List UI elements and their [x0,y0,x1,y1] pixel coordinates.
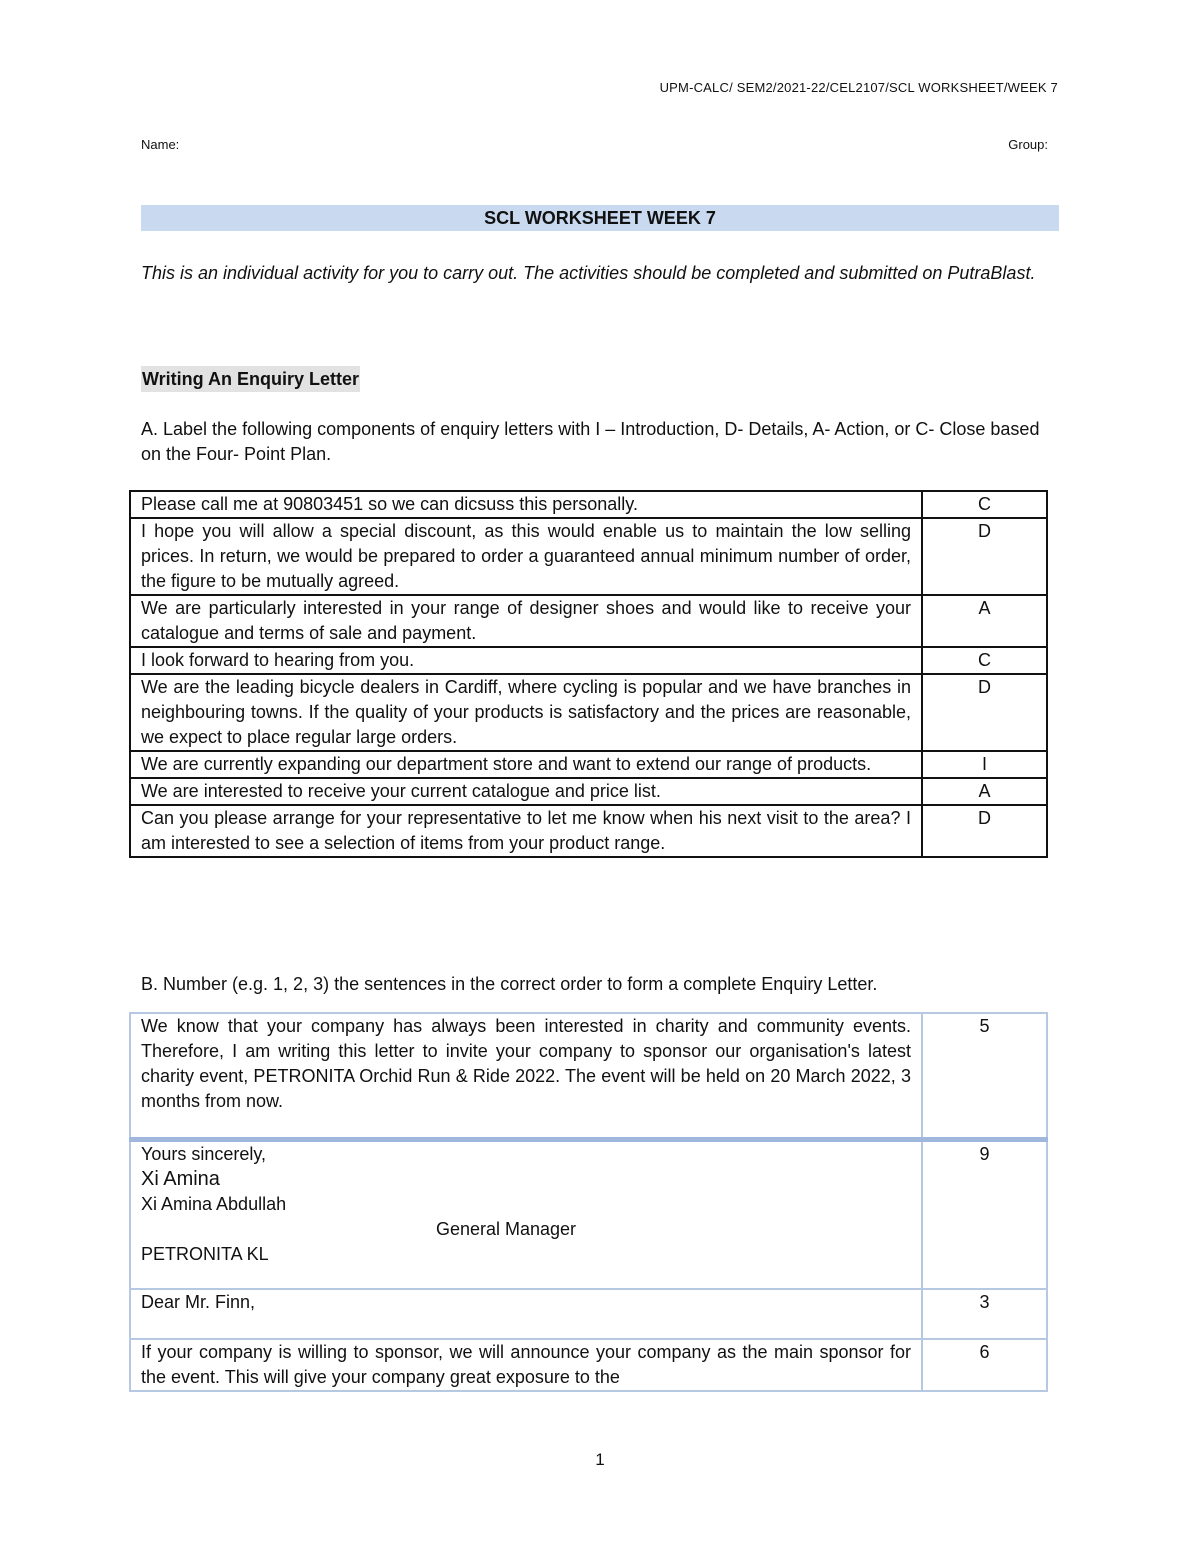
table-row [130,1339,1047,1391]
answer-cell: 3 [922,1289,1047,1339]
part-a-table [129,490,1048,858]
sentence-cell: We are currently expanding our department store and want to extend our range of products. [130,751,922,778]
answer-cell: I [922,751,1047,778]
worksheet-title: SCL WORKSHEET WEEK 7 [141,205,1059,231]
table-row [130,805,1047,857]
closing-line: Yours sincerely, [141,1143,267,1164]
answer-cell: C [922,491,1047,518]
group-label: Group: [1008,137,1048,152]
answer-cell: D [922,805,1047,857]
company-name: PETRONITA KL [141,1243,269,1264]
name-label: Name: [141,137,180,152]
answer-cell: A [922,595,1047,647]
table-row [130,518,1047,595]
table-row [130,595,1047,647]
table-row [130,491,1047,518]
sentence-cell: Dear Mr. Finn, [130,1289,922,1339]
part-b-table [129,1012,1048,1392]
part-a-instruction: A. Label the following components of enquiry letters with I – Introduction, D- Details, A- Action, or C- Close based on the Four- Point Plan. [141,419,1040,464]
full-name: Xi Amina Abdullah [141,1193,287,1214]
answer-cell: 6 [922,1339,1047,1391]
table-row [130,1139,1047,1289]
part-b-instruction: B. Number (e.g. 1, 2, 3) the sentences in the correct order to form a complete Enquiry Letter. [141,974,878,994]
table-row [130,647,1047,674]
answer-cell: 9 [922,1139,1047,1289]
table-row [130,751,1047,778]
answer-cell: D [922,518,1047,595]
sentence-cell: We are particularly interested in your range of designer shoes and would like to receive your catalogue and terms of sale and payment. [130,595,922,647]
table-row [130,1013,1047,1139]
sentence-cell: I hope you will allow a special discount, as this would enable us to maintain the low selling prices. In return, we would be prepared to order a guaranteed annual minimum number of order, the figure to be mutually agreed. [130,518,922,595]
table-row [130,1289,1047,1339]
page-number: 1 [595,1450,605,1469]
section-heading: Writing An Enquiry Letter [141,366,360,392]
position-title: General Manager [435,1218,577,1239]
closing-cell [130,1139,922,1289]
answer-cell: D [922,674,1047,751]
answer-cell: 5 [922,1013,1047,1139]
intro-paragraph: This is an individual activity for you to carry out. The activities should be completed and submitted on PutraBlast. [141,263,1036,283]
table-row [130,778,1047,805]
sentence-cell: I look forward to hearing from you. [130,647,922,674]
sentence-cell: We are the leading bicycle dealers in Cardiff, where cycling is popular and we have branches in neighbouring towns. If the quality of your products is satisfactory and the prices are reasonable, we expect to place regular large orders. [130,674,922,751]
sentence-cell: We know that your company has always been interested in charity and community events. Therefore, I am writing this letter to invite your company to sponsor our organisation's latest charity event, PETRONITA Orchid Run & Ride 2022. The event will be held on 20 March 2022, 3 months from now. [130,1013,922,1139]
sentence-cell: We are interested to receive your current catalogue and price list. [130,778,922,805]
document-reference: UPM-CALC/ SEM2/2021-22/CEL2107/SCL WORKSHEET/WEEK 7 [659,80,1058,95]
signature: Xi Amina [141,1167,220,1190]
sentence-cell: Can you please arrange for your representative to let me know when his next visit to the area? I am interested to see a selection of items from your product range. [130,805,922,857]
sentence-cell: If your company is willing to sponsor, we will announce your company as the main sponsor for the event. This will give your company great exposure to the [130,1339,922,1391]
sentence-cell: Please call me at 90803451 so we can dicsuss this personally. [130,491,922,518]
table-row [130,674,1047,751]
answer-cell: C [922,647,1047,674]
answer-cell: A [922,778,1047,805]
